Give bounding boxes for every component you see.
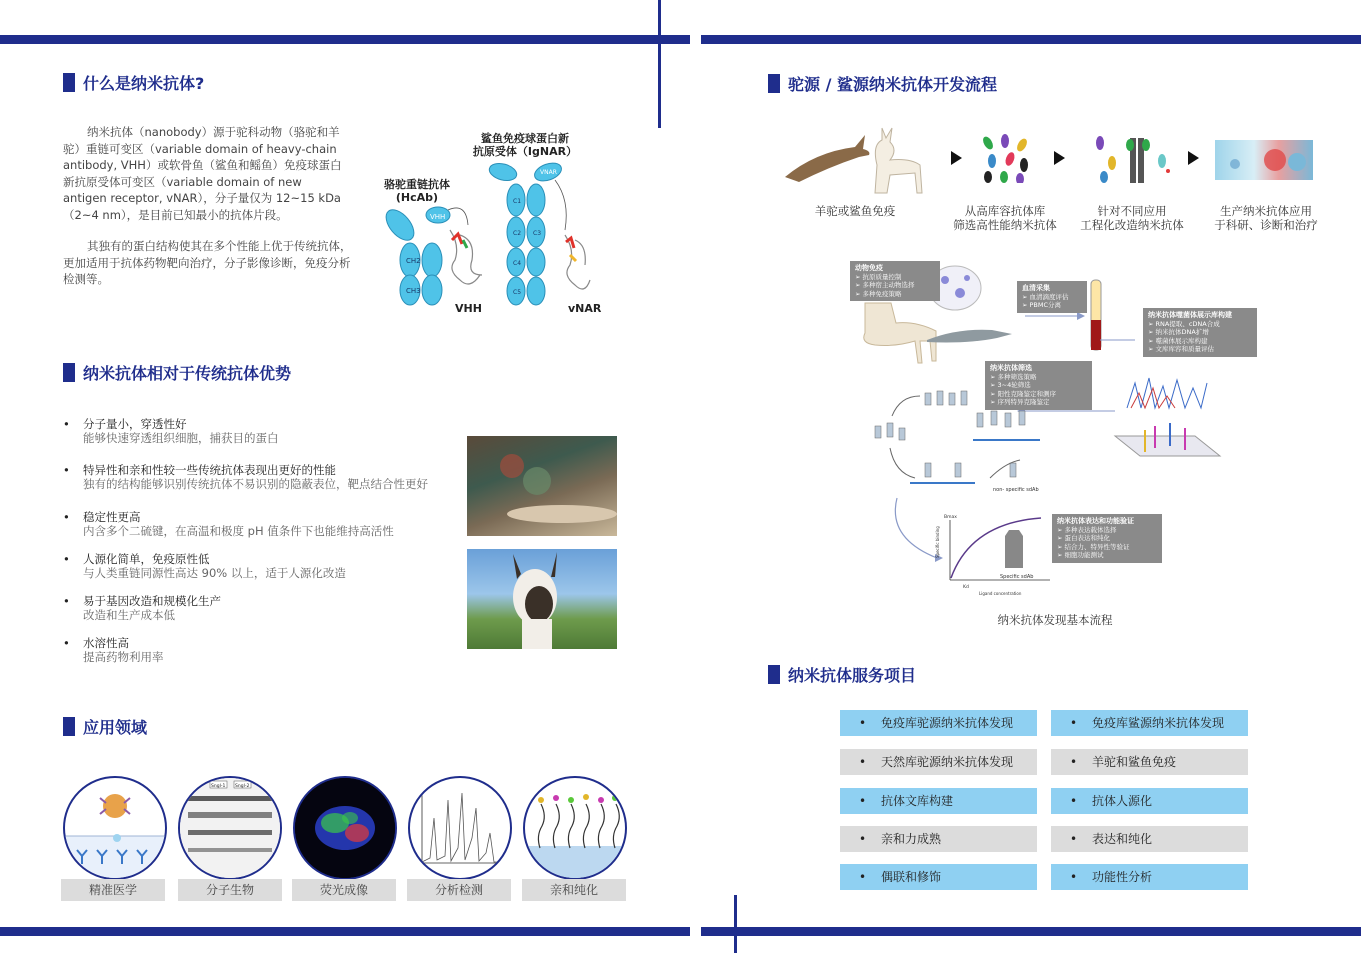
svg-text:CH2: CH2 bbox=[406, 257, 421, 265]
step-label: 生产纳米抗体应用 于科研、诊断和治疗 bbox=[1214, 204, 1318, 232]
workflow-box-immunization: 动物免疫 ➢ 抗原质量控制 ➢ 多种宿主动物选择 ➢ 多种免疫策略 bbox=[850, 261, 940, 301]
svg-text:C5: C5 bbox=[513, 289, 522, 296]
service-item[interactable]: • 抗体人源化 bbox=[1051, 788, 1248, 814]
hcab-title: 骆驼重链抗体 (HcAb) bbox=[384, 178, 450, 204]
bottom-divider-line bbox=[734, 895, 737, 953]
antibody-structure-diagram bbox=[370, 130, 620, 320]
workflow-caption: 纳米抗体发现基本流程 bbox=[997, 613, 1113, 627]
antibody-library-illustration bbox=[980, 133, 1030, 183]
service-item[interactable]: • 羊驼和鲨鱼免疫 bbox=[1051, 749, 1248, 775]
svg-text:C2: C2 bbox=[513, 230, 522, 237]
step-label: 针对不同应用 工程化改造纳米抗体 bbox=[1080, 204, 1184, 232]
application-label: 精准医学 bbox=[61, 879, 165, 901]
discovery-workflow-diagram bbox=[845, 258, 1265, 603]
application-label: 荧光成像 bbox=[292, 879, 396, 901]
svg-text:Specific binding: Specific binding bbox=[935, 526, 940, 558]
affinity-purification-icon bbox=[523, 776, 627, 880]
section-title-advantages: 纳米抗体相对于传统抗体优势 bbox=[63, 361, 291, 384]
workflow-box-serum: 血清采集 ➢ 血清滴度评估 ➢ PBMC分离 bbox=[1017, 281, 1087, 313]
svg-text:Specific sdAb: Specific sdAb bbox=[1000, 574, 1034, 580]
step-label: 羊驼或鲨鱼免疫 bbox=[814, 204, 896, 218]
bottom-band-left bbox=[0, 927, 690, 936]
advantage-item: • 稳定性更高 内含多个二硫键，在高温和极度 pH 值条件下也能维持高活性 bbox=[63, 510, 394, 538]
application-label: 亲和纯化 bbox=[522, 879, 626, 901]
top-band-left bbox=[0, 35, 690, 44]
section-title-services: 纳米抗体服务项目 bbox=[768, 663, 916, 686]
vhh-label: VHH bbox=[455, 302, 482, 315]
svg-text:Sngl-1: Sngl-1 bbox=[211, 784, 226, 789]
shark-llama-illustration bbox=[780, 115, 930, 195]
svg-text:CH3: CH3 bbox=[406, 287, 421, 295]
svg-text:C3: C3 bbox=[533, 230, 542, 237]
svg-text:VNAR: VNAR bbox=[540, 169, 557, 176]
workflow-box-library: 纳米抗体噬菌体展示库构建 ➢ RNA提取、cDNA合成 ➢ 纳米抗体DNA扩增 ➢ 噬菌体展示库构建 ➢ 文库库容和质量评估 bbox=[1143, 308, 1257, 357]
ignar-title: 鲨鱼免疫球蛋白新 抗原受体（IgNAR） bbox=[472, 132, 578, 158]
precision-medicine-icon bbox=[63, 776, 167, 880]
svg-text:non- specific sdAb: non- specific sdAb bbox=[993, 487, 1039, 493]
llama-photo bbox=[467, 549, 617, 649]
fluorescence-imaging-icon bbox=[293, 776, 397, 880]
svg-text:Sngl-2: Sngl-2 bbox=[235, 784, 250, 789]
svg-text:Bmax: Bmax bbox=[944, 515, 957, 520]
intro-paragraph-2: 其独有的蛋白结构使其在多个性能上优于传统抗体，更加适用于抗体药物靶向治疗，分子影像诊断，免疫分析检测等。 bbox=[63, 239, 352, 286]
step-label: 从高库容抗体库 筛选高性能纳米抗体 bbox=[953, 204, 1057, 232]
svg-text:Kd: Kd bbox=[963, 585, 969, 590]
antibody-svg bbox=[370, 160, 620, 320]
workflow-box-expression: 纳米抗体表达和功能验证 ➢ 多种表达载体选择 ➢ 蛋白表达和纯化 ➢ 结合力、特异性等验证 ➢ 细胞功能测试 bbox=[1052, 514, 1162, 563]
service-item[interactable]: • 亲和力成熟 bbox=[840, 826, 1037, 852]
svg-text:C1: C1 bbox=[513, 198, 522, 205]
svg-text:Ligand concentration: Ligand concentration bbox=[979, 591, 1022, 596]
engineering-illustration bbox=[1090, 133, 1172, 188]
service-item[interactable]: • 免疫库鲨源纳米抗体发现 bbox=[1051, 710, 1248, 736]
arrow-right-icon bbox=[1054, 151, 1065, 165]
workflow-box-screening: 纳米抗体筛选 ➢ 多种筛选策略 ➢ 3~4轮筛选 ➢ 阳性克隆鉴定和测序 ➢ 序列特异克隆鉴定 bbox=[985, 361, 1092, 410]
application-label: 分子生物 bbox=[178, 879, 282, 901]
service-item[interactable]: • 偶联和修饰 bbox=[840, 864, 1037, 890]
advantage-item: • 分子量小，穿透性好 能够快速穿透组织细胞，捕获目的蛋白 bbox=[63, 417, 279, 445]
vnar-label: vNAR bbox=[568, 302, 602, 315]
advantage-item: • 特异性和亲和性较一些传统抗体表现出更好的性能 独有的结构能够识别传统抗体不易识别的隐蔽表位，靶点结合性更好 bbox=[63, 463, 428, 491]
service-item[interactable]: • 功能性分析 bbox=[1051, 864, 1248, 890]
arrow-right-icon bbox=[951, 151, 962, 165]
service-item[interactable]: • 抗体文库构建 bbox=[840, 788, 1037, 814]
section-title-applications: 应用领域 bbox=[63, 715, 147, 738]
shark-photo bbox=[467, 436, 617, 536]
service-item[interactable]: • 表达和纯化 bbox=[1051, 826, 1248, 852]
section-title-what-is: 什么是纳米抗体? bbox=[63, 71, 204, 94]
advantage-item: • 易于基因改造和规模化生产 改造和生产成本低 bbox=[63, 594, 221, 622]
advantage-item: • 水溶性高 提高药物利用率 bbox=[63, 636, 164, 664]
service-item[interactable]: • 免疫库驼源纳米抗体发现 bbox=[840, 710, 1037, 736]
top-band-right bbox=[701, 35, 1361, 44]
arrow-right-icon bbox=[1188, 151, 1199, 165]
bottom-band-right bbox=[701, 927, 1361, 936]
svg-text:C4: C4 bbox=[513, 260, 522, 267]
molecular-biology-icon bbox=[178, 776, 282, 880]
intro-paragraph-1: 纳米抗体（nanobody）源于驼科动物（骆驼和羊驼）重链可变区（variable domain of heavy-chain antibody, VHH）或软骨鱼（鲨鱼和鳐鱼）免疫球蛋白新抗原受体可变区（variable domain of new antigen receptor, vNAR），分子量仅为 12~15 kDa（2~4 nm），是目前已知最小的抗体片段。 bbox=[63, 125, 342, 222]
analytical-testing-icon bbox=[408, 776, 512, 880]
svg-text:VHH: VHH bbox=[430, 213, 446, 221]
advantage-item: • 人源化简单，免疫原性低 与人类重链同源性高达 90% 以上，适于人源化改造 bbox=[63, 552, 346, 580]
top-divider-line bbox=[658, 0, 661, 128]
application-illustration bbox=[1215, 140, 1313, 180]
section-title-dev-process: 驼源 / 鲨源纳米抗体开发流程 bbox=[768, 72, 997, 95]
application-label: 分析检测 bbox=[407, 879, 511, 901]
service-item[interactable]: • 天然库驼源纳米抗体发现 bbox=[840, 749, 1037, 775]
